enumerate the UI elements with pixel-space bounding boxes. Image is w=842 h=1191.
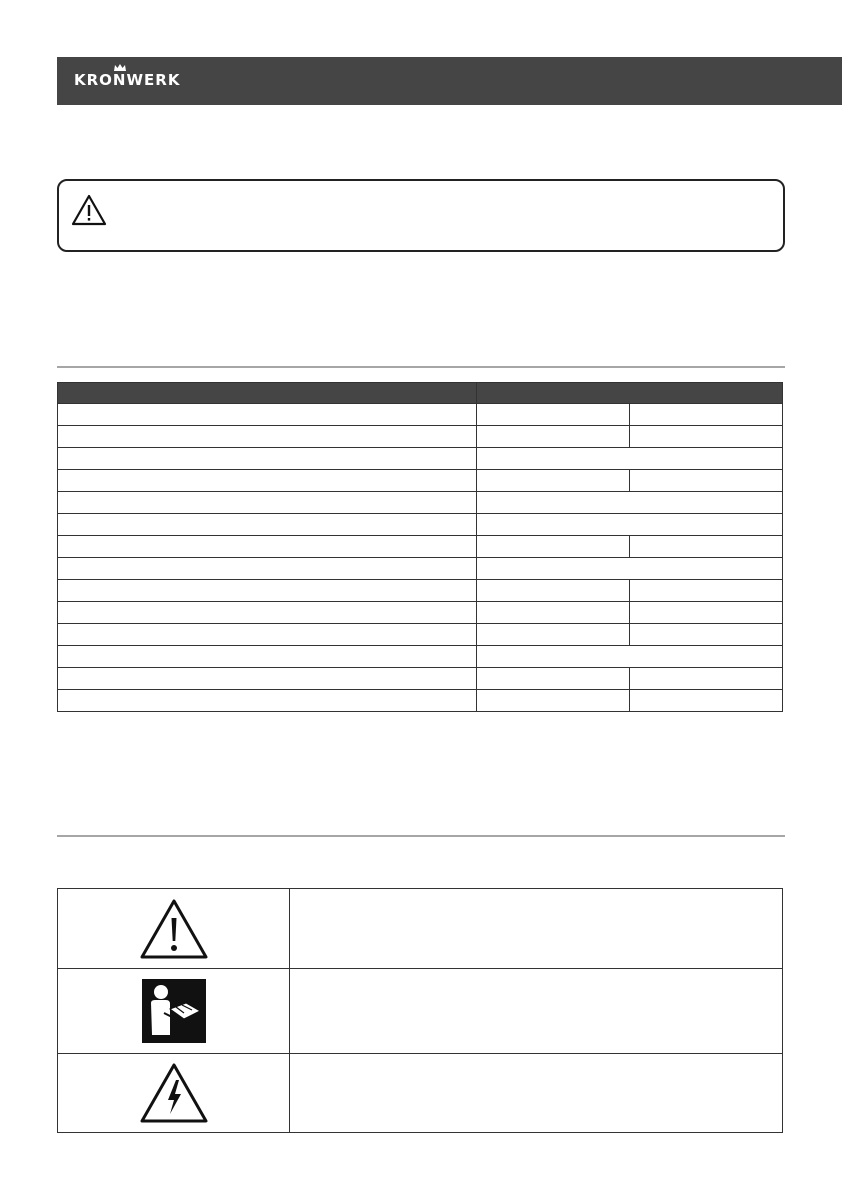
table-cell xyxy=(477,404,630,426)
header-bar xyxy=(57,57,842,105)
table-cell-label xyxy=(58,624,477,646)
table-cell xyxy=(630,470,783,492)
table-cell-label xyxy=(58,514,477,536)
table-row xyxy=(58,624,783,646)
warning-triangle-icon xyxy=(71,194,107,226)
table-cell-label xyxy=(58,426,477,448)
symbol-cell xyxy=(58,969,290,1054)
table-row xyxy=(58,514,783,536)
symbol-description xyxy=(290,889,783,969)
table-cell xyxy=(477,580,630,602)
table-cell xyxy=(477,624,630,646)
table-header-cell xyxy=(477,383,783,404)
table-cell-label xyxy=(58,580,477,602)
table-row xyxy=(58,536,783,558)
warning-triangle-icon xyxy=(139,898,209,960)
table-cell xyxy=(477,690,630,712)
table-row xyxy=(58,668,783,690)
table-cell xyxy=(477,448,783,470)
table-cell xyxy=(477,470,630,492)
table-cell-label xyxy=(58,448,477,470)
table-cell-label xyxy=(58,668,477,690)
table-cell xyxy=(630,602,783,624)
table-header-cell xyxy=(58,383,477,404)
symbol-cell xyxy=(58,1054,290,1133)
table-cell-label xyxy=(58,690,477,712)
table-cell xyxy=(630,668,783,690)
table-cell xyxy=(477,668,630,690)
logo-text: KRONWERK xyxy=(74,71,181,89)
table-cell xyxy=(477,536,630,558)
symbol-cell xyxy=(58,889,290,969)
table-cell xyxy=(477,558,783,580)
table-cell-label xyxy=(58,404,477,426)
table-cell xyxy=(477,492,783,514)
table-cell-label xyxy=(58,558,477,580)
table-row xyxy=(58,690,783,712)
table-cell-label xyxy=(58,602,477,624)
table-row xyxy=(58,889,783,969)
symbol-description xyxy=(290,1054,783,1133)
warning-box xyxy=(57,179,785,252)
read-manual-icon xyxy=(142,979,206,1043)
table-cell-label xyxy=(58,536,477,558)
table-row xyxy=(58,580,783,602)
table-cell-label xyxy=(58,470,477,492)
specifications-table xyxy=(57,382,783,712)
table-row xyxy=(58,602,783,624)
brand-logo xyxy=(74,71,180,89)
table-cell xyxy=(477,602,630,624)
section-divider xyxy=(57,366,785,368)
table-cell xyxy=(630,580,783,602)
table-cell xyxy=(630,404,783,426)
electric-hazard-icon xyxy=(139,1062,209,1124)
table-row xyxy=(58,646,783,668)
table-cell xyxy=(630,536,783,558)
table-cell-label xyxy=(58,492,477,514)
table-row xyxy=(58,1054,783,1133)
table-row xyxy=(58,470,783,492)
table-header-row xyxy=(58,383,783,404)
crown-icon xyxy=(114,64,126,71)
table-row xyxy=(58,969,783,1054)
table-row xyxy=(58,448,783,470)
table-cell xyxy=(477,646,783,668)
table-row xyxy=(58,426,783,448)
table-row xyxy=(58,558,783,580)
table-cell xyxy=(630,690,783,712)
table-cell xyxy=(630,624,783,646)
table-row xyxy=(58,404,783,426)
safety-symbols-table xyxy=(57,888,783,1133)
section-divider xyxy=(57,835,785,837)
table-cell-label xyxy=(58,646,477,668)
symbol-description xyxy=(290,969,783,1054)
table-cell xyxy=(630,426,783,448)
table-cell xyxy=(477,514,783,536)
table-cell xyxy=(477,426,630,448)
table-row xyxy=(58,492,783,514)
